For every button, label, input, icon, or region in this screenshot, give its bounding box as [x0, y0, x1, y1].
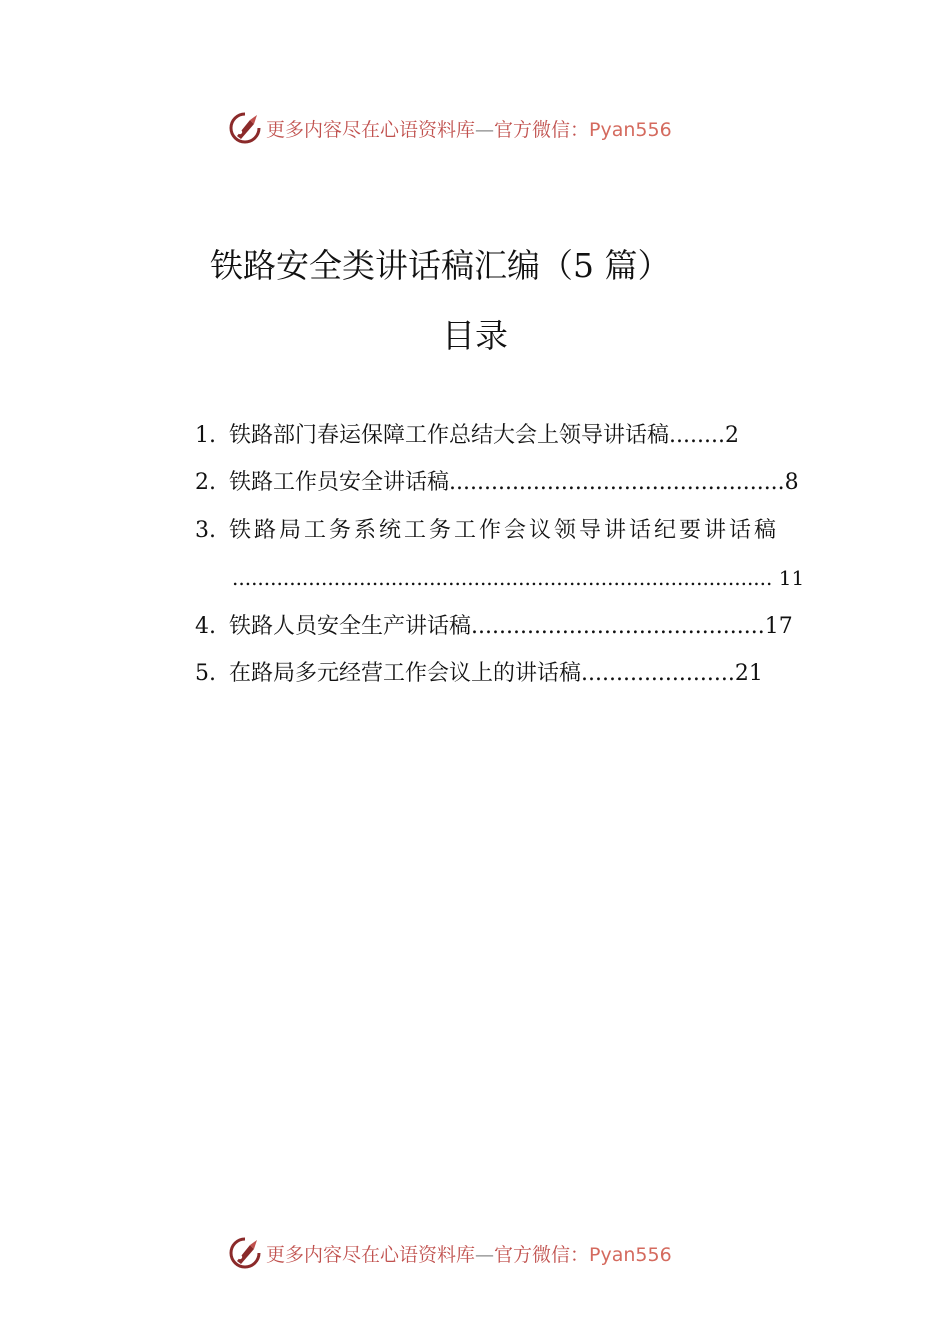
toc-entry-text: 铁路工作员安全讲话稿................................................8	[229, 470, 799, 495]
toc-entry-2[interactable]	[195, 468, 799, 498]
watermark-dash: —	[475, 1243, 495, 1266]
toc-entry-3[interactable]	[195, 516, 779, 546]
toc-entry-text: ..................................................................................... 11	[232, 566, 805, 590]
toc-entry-number: 2.	[195, 470, 216, 495]
watermark-part2: 官方微信：	[494, 118, 590, 141]
watermark-banner-top	[228, 110, 672, 146]
toc-entry-number: 4.	[195, 614, 216, 639]
watermark-part2: 官方微信：	[494, 1243, 590, 1266]
toc-entry-number: 1.	[195, 423, 216, 448]
toc-entry-5[interactable]	[195, 659, 763, 689]
toc-entry-text: 铁路人员安全生产讲话稿..........................................17	[229, 614, 793, 639]
toc-entry-4[interactable]	[195, 612, 793, 642]
watermark-part1: 更多内容尽在心语资料库	[266, 1243, 476, 1266]
toc-heading: 目录	[442, 316, 508, 355]
quill-pen-logo-icon	[228, 111, 262, 145]
watermark-part1: 更多内容尽在心语资料库	[266, 118, 476, 141]
toc-entry-number: 5.	[195, 661, 216, 686]
watermark-dash: —	[475, 118, 495, 141]
toc-entry-3-continuation[interactable]	[232, 563, 804, 593]
toc-entry-1[interactable]	[195, 421, 739, 451]
watermark-text	[266, 1240, 672, 1267]
document-title: 铁路安全类讲话稿汇编（5 篇）	[210, 246, 671, 285]
watermark-wechat-id: Pyan556	[589, 118, 672, 141]
toc-entry-number: 3.	[195, 518, 216, 543]
watermark-text	[266, 115, 672, 142]
watermark-wechat-id: Pyan556	[589, 1243, 672, 1266]
watermark-banner-bottom	[228, 1235, 672, 1271]
toc-entry-text: 铁路部门春运保障工作总结大会上领导讲话稿........2	[229, 423, 739, 448]
quill-pen-logo-icon	[228, 1236, 262, 1270]
toc-entry-text: 在路局多元经营工作会议上的讲话稿......................21	[229, 661, 763, 686]
toc-entry-text: 铁路局工务系统工务工作会议领导讲话纪要讲话稿	[229, 518, 780, 543]
